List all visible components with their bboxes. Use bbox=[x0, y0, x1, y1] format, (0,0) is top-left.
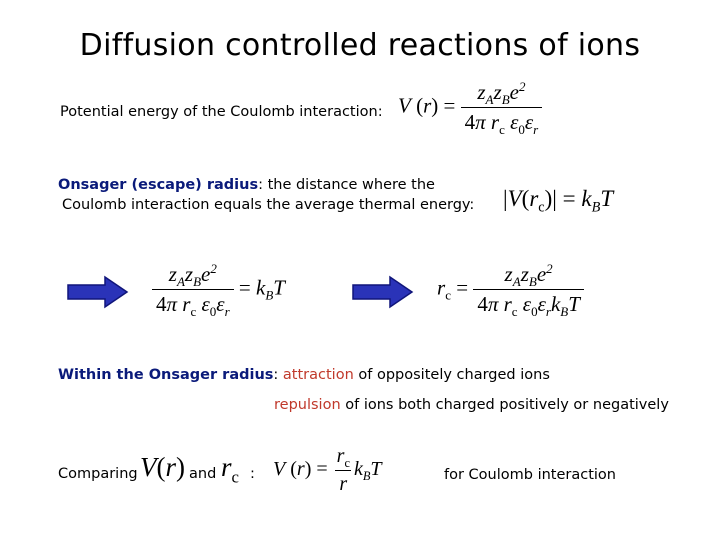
right-arrow-icon bbox=[352, 275, 414, 309]
coulomb-suffix: for Coulomb interaction bbox=[444, 467, 616, 483]
right-arrow-icon bbox=[67, 275, 129, 309]
and-word: and bbox=[189, 466, 217, 482]
equality-equation: $\frac{z_Az_Be^2}{4\pi r_c \varepsilon_0\varepsilon_r}$ = $k_BT$ bbox=[152, 262, 285, 317]
radius-symbol: $r_c$ bbox=[221, 452, 239, 487]
attraction-word: attraction bbox=[282, 367, 354, 383]
onsager-radius-equation: $r_c$ = $\frac{z_Az_Be^2}{4\pi r_c \varepsilon_0\varepsilon_rk_BT}$ bbox=[437, 262, 584, 317]
onsager-term: Onsager (escape) radius bbox=[58, 177, 259, 193]
onsager-rest2: Coulomb interaction equals the average thermal energy: bbox=[62, 197, 475, 213]
comparing-colon: : bbox=[250, 466, 255, 482]
comparing-word: Comparing bbox=[58, 466, 138, 482]
within-lead: Within the Onsager radius bbox=[58, 367, 274, 383]
onsager-rest1: : the distance where the bbox=[258, 177, 435, 193]
within-line: Within the Onsager radius: attraction of oppositely charged ions bbox=[58, 367, 550, 383]
coulomb-equation: V (r) = $\frac{z_Az_Be^2}{4\pi r_c \varepsilon_0\varepsilon_r}$ bbox=[398, 80, 542, 135]
onsager-definition bbox=[58, 177, 435, 193]
repulsion-line: repulsion of ions both charged positively or negatively bbox=[274, 397, 669, 413]
repulsion-word: repulsion bbox=[274, 397, 341, 413]
comparison-equation: V (r) = $\frac{r_c}{r}$ $k_BT$ bbox=[273, 445, 382, 495]
page-title: Diffusion controlled reactions of ions bbox=[79, 28, 641, 63]
potential-symbol: V(r) bbox=[140, 452, 186, 482]
coulomb-label: Potential energy of the Coulomb interaction: bbox=[60, 104, 383, 120]
onsager-equation: $|V(r_c)| = k_BT$ bbox=[503, 186, 614, 216]
